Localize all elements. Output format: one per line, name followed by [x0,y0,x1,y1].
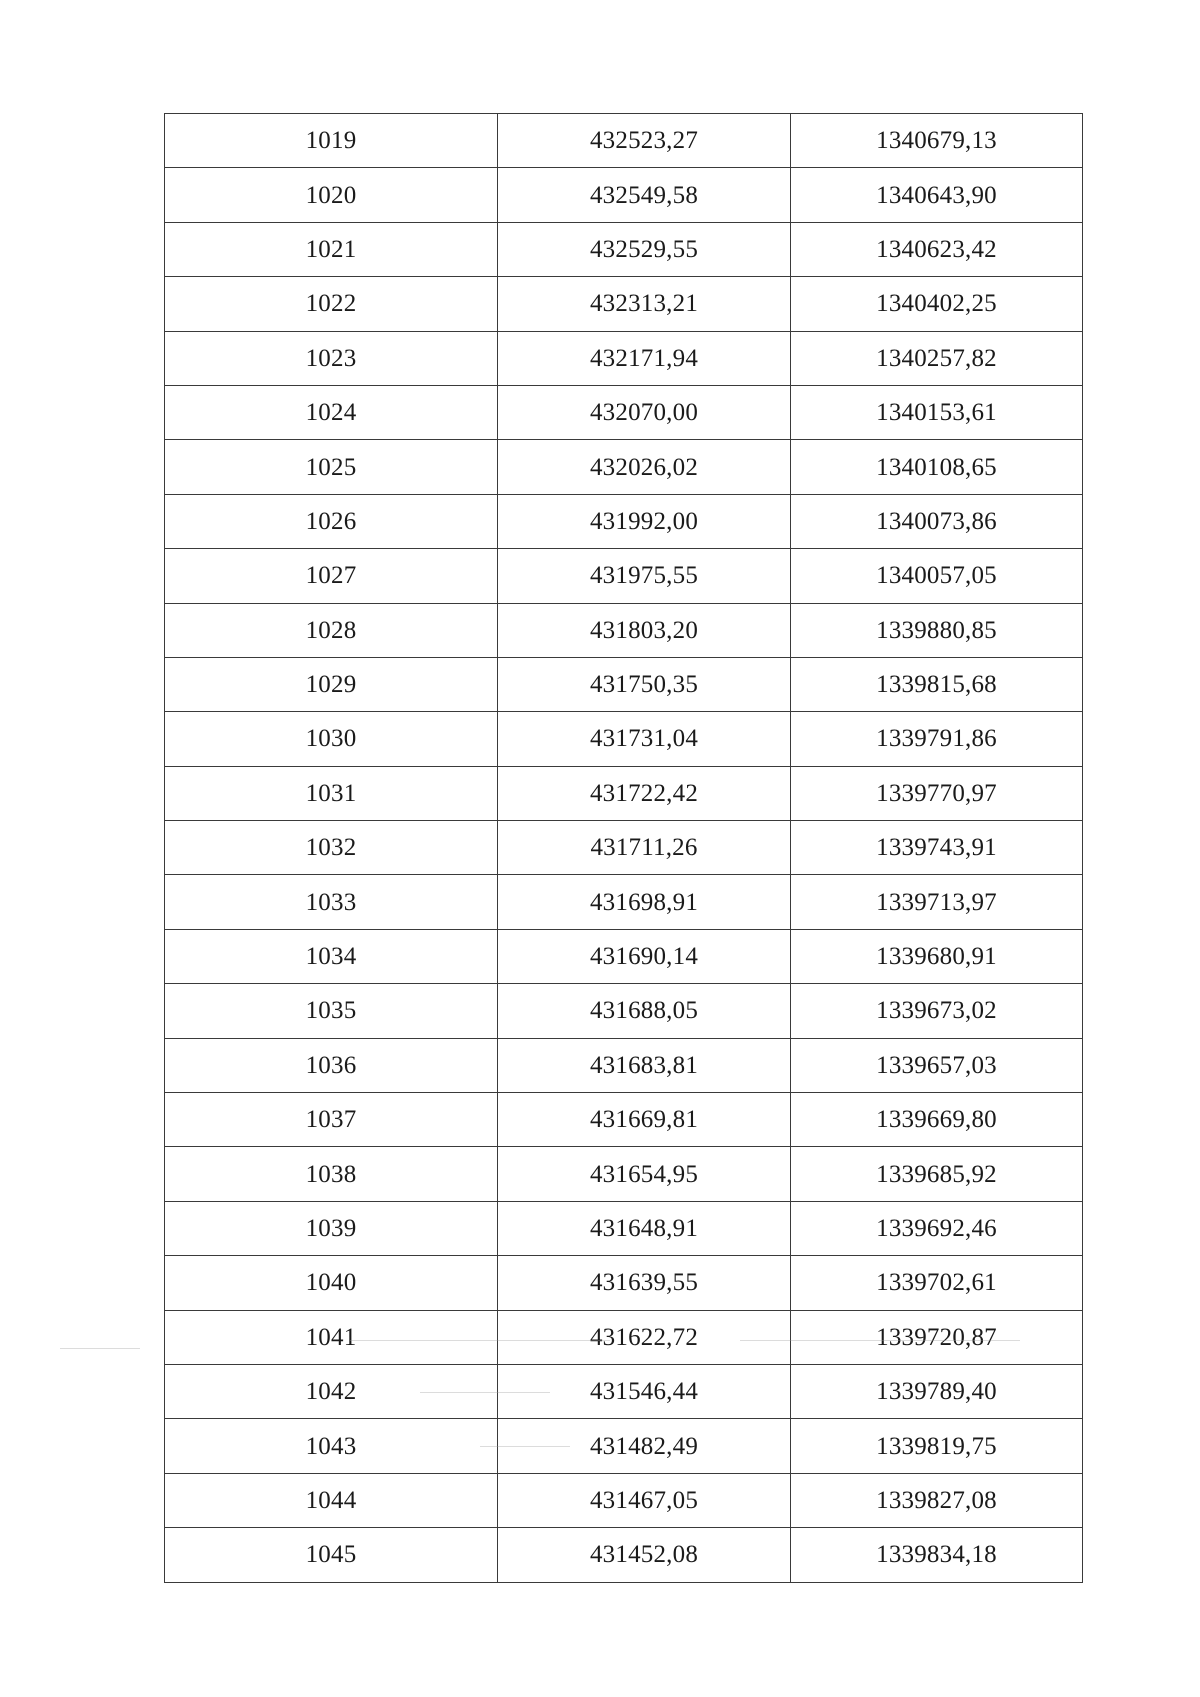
table-row [165,385,1083,439]
point-number-cell: 1041 [165,1310,498,1364]
coordinates-table [164,113,1083,1583]
table-row [165,1364,1083,1418]
table-row [165,603,1083,657]
y-coordinate-cell: 1339657,03 [791,1038,1083,1092]
table-row [165,1419,1083,1473]
table-row [165,984,1083,1038]
table-row [165,875,1083,929]
y-coordinate-cell: 1339819,75 [791,1419,1083,1473]
x-coordinate-cell: 431669,81 [498,1093,791,1147]
point-number-cell: 1022 [165,277,498,331]
y-coordinate-cell: 1340057,05 [791,549,1083,603]
y-coordinate-cell: 1339669,80 [791,1093,1083,1147]
y-coordinate-cell: 1339702,61 [791,1256,1083,1310]
x-coordinate-cell: 431731,04 [498,712,791,766]
point-number-cell: 1037 [165,1093,498,1147]
y-coordinate-cell: 1339791,86 [791,712,1083,766]
x-coordinate-cell: 432523,27 [498,114,791,168]
point-number-cell: 1023 [165,331,498,385]
x-coordinate-cell: 431622,72 [498,1310,791,1364]
table-row [165,1093,1083,1147]
table-row [165,277,1083,331]
point-number-cell: 1038 [165,1147,498,1201]
table-row [165,494,1083,548]
table-row [165,1201,1083,1255]
point-number-cell: 1030 [165,712,498,766]
y-coordinate-cell: 1339685,92 [791,1147,1083,1201]
point-number-cell: 1033 [165,875,498,929]
x-coordinate-cell: 431639,55 [498,1256,791,1310]
point-number-cell: 1028 [165,603,498,657]
point-number-cell: 1042 [165,1364,498,1418]
y-coordinate-cell: 1340623,42 [791,222,1083,276]
point-number-cell: 1031 [165,766,498,820]
table-row [165,168,1083,222]
x-coordinate-cell: 432549,58 [498,168,791,222]
table-row [165,821,1083,875]
y-coordinate-cell: 1340073,86 [791,494,1083,548]
y-coordinate-cell: 1340257,82 [791,331,1083,385]
scan-artifact [480,1446,570,1447]
x-coordinate-cell: 431482,49 [498,1419,791,1473]
scan-artifact [60,1348,140,1349]
x-coordinate-cell: 431690,14 [498,929,791,983]
y-coordinate-cell: 1339680,91 [791,929,1083,983]
point-number-cell: 1025 [165,440,498,494]
y-coordinate-cell: 1339692,46 [791,1201,1083,1255]
x-coordinate-cell: 432313,21 [498,277,791,331]
x-coordinate-cell: 431722,42 [498,766,791,820]
x-coordinate-cell: 431992,00 [498,494,791,548]
x-coordinate-cell: 431452,08 [498,1528,791,1582]
y-coordinate-cell: 1339673,02 [791,984,1083,1038]
x-coordinate-cell: 431803,20 [498,603,791,657]
y-coordinate-cell: 1340643,90 [791,168,1083,222]
point-number-cell: 1020 [165,168,498,222]
y-coordinate-cell: 1339743,91 [791,821,1083,875]
scan-artifact [350,1340,610,1341]
table-row [165,114,1083,168]
table-row [165,1473,1083,1527]
point-number-cell: 1026 [165,494,498,548]
table-row [165,222,1083,276]
point-number-cell: 1021 [165,222,498,276]
point-number-cell: 1040 [165,1256,498,1310]
table-row [165,1310,1083,1364]
table-row [165,766,1083,820]
x-coordinate-cell: 431683,81 [498,1038,791,1092]
scan-artifact [420,1392,550,1393]
x-coordinate-cell: 431698,91 [498,875,791,929]
table-row [165,1147,1083,1201]
y-coordinate-cell: 1339720,87 [791,1310,1083,1364]
y-coordinate-cell: 1340402,25 [791,277,1083,331]
point-number-cell: 1029 [165,657,498,711]
x-coordinate-cell: 431688,05 [498,984,791,1038]
y-coordinate-cell: 1339834,18 [791,1528,1083,1582]
y-coordinate-cell: 1339880,85 [791,603,1083,657]
y-coordinate-cell: 1340108,65 [791,440,1083,494]
point-number-cell: 1045 [165,1528,498,1582]
point-number-cell: 1027 [165,549,498,603]
x-coordinate-cell: 432026,02 [498,440,791,494]
x-coordinate-cell: 431711,26 [498,821,791,875]
table-row [165,1528,1083,1582]
table-row [165,331,1083,385]
table-row [165,712,1083,766]
point-number-cell: 1043 [165,1419,498,1473]
table-row [165,1256,1083,1310]
y-coordinate-cell: 1340679,13 [791,114,1083,168]
y-coordinate-cell: 1339789,40 [791,1364,1083,1418]
y-coordinate-cell: 1339827,08 [791,1473,1083,1527]
x-coordinate-cell: 432171,94 [498,331,791,385]
point-number-cell: 1034 [165,929,498,983]
y-coordinate-cell: 1340153,61 [791,385,1083,439]
x-coordinate-cell: 432529,55 [498,222,791,276]
x-coordinate-cell: 431975,55 [498,549,791,603]
y-coordinate-cell: 1339815,68 [791,657,1083,711]
table-row [165,1038,1083,1092]
point-number-cell: 1035 [165,984,498,1038]
point-number-cell: 1036 [165,1038,498,1092]
point-number-cell: 1044 [165,1473,498,1527]
y-coordinate-cell: 1339770,97 [791,766,1083,820]
point-number-cell: 1032 [165,821,498,875]
point-number-cell: 1039 [165,1201,498,1255]
coordinates-table-body [165,114,1083,1583]
point-number-cell: 1024 [165,385,498,439]
table-row [165,549,1083,603]
x-coordinate-cell: 431467,05 [498,1473,791,1527]
x-coordinate-cell: 431546,44 [498,1364,791,1418]
table-row [165,440,1083,494]
table-row [165,657,1083,711]
x-coordinate-cell: 431648,91 [498,1201,791,1255]
scan-artifact [740,1340,1020,1341]
x-coordinate-cell: 431654,95 [498,1147,791,1201]
table-row [165,929,1083,983]
x-coordinate-cell: 431750,35 [498,657,791,711]
x-coordinate-cell: 432070,00 [498,385,791,439]
point-number-cell: 1019 [165,114,498,168]
y-coordinate-cell: 1339713,97 [791,875,1083,929]
